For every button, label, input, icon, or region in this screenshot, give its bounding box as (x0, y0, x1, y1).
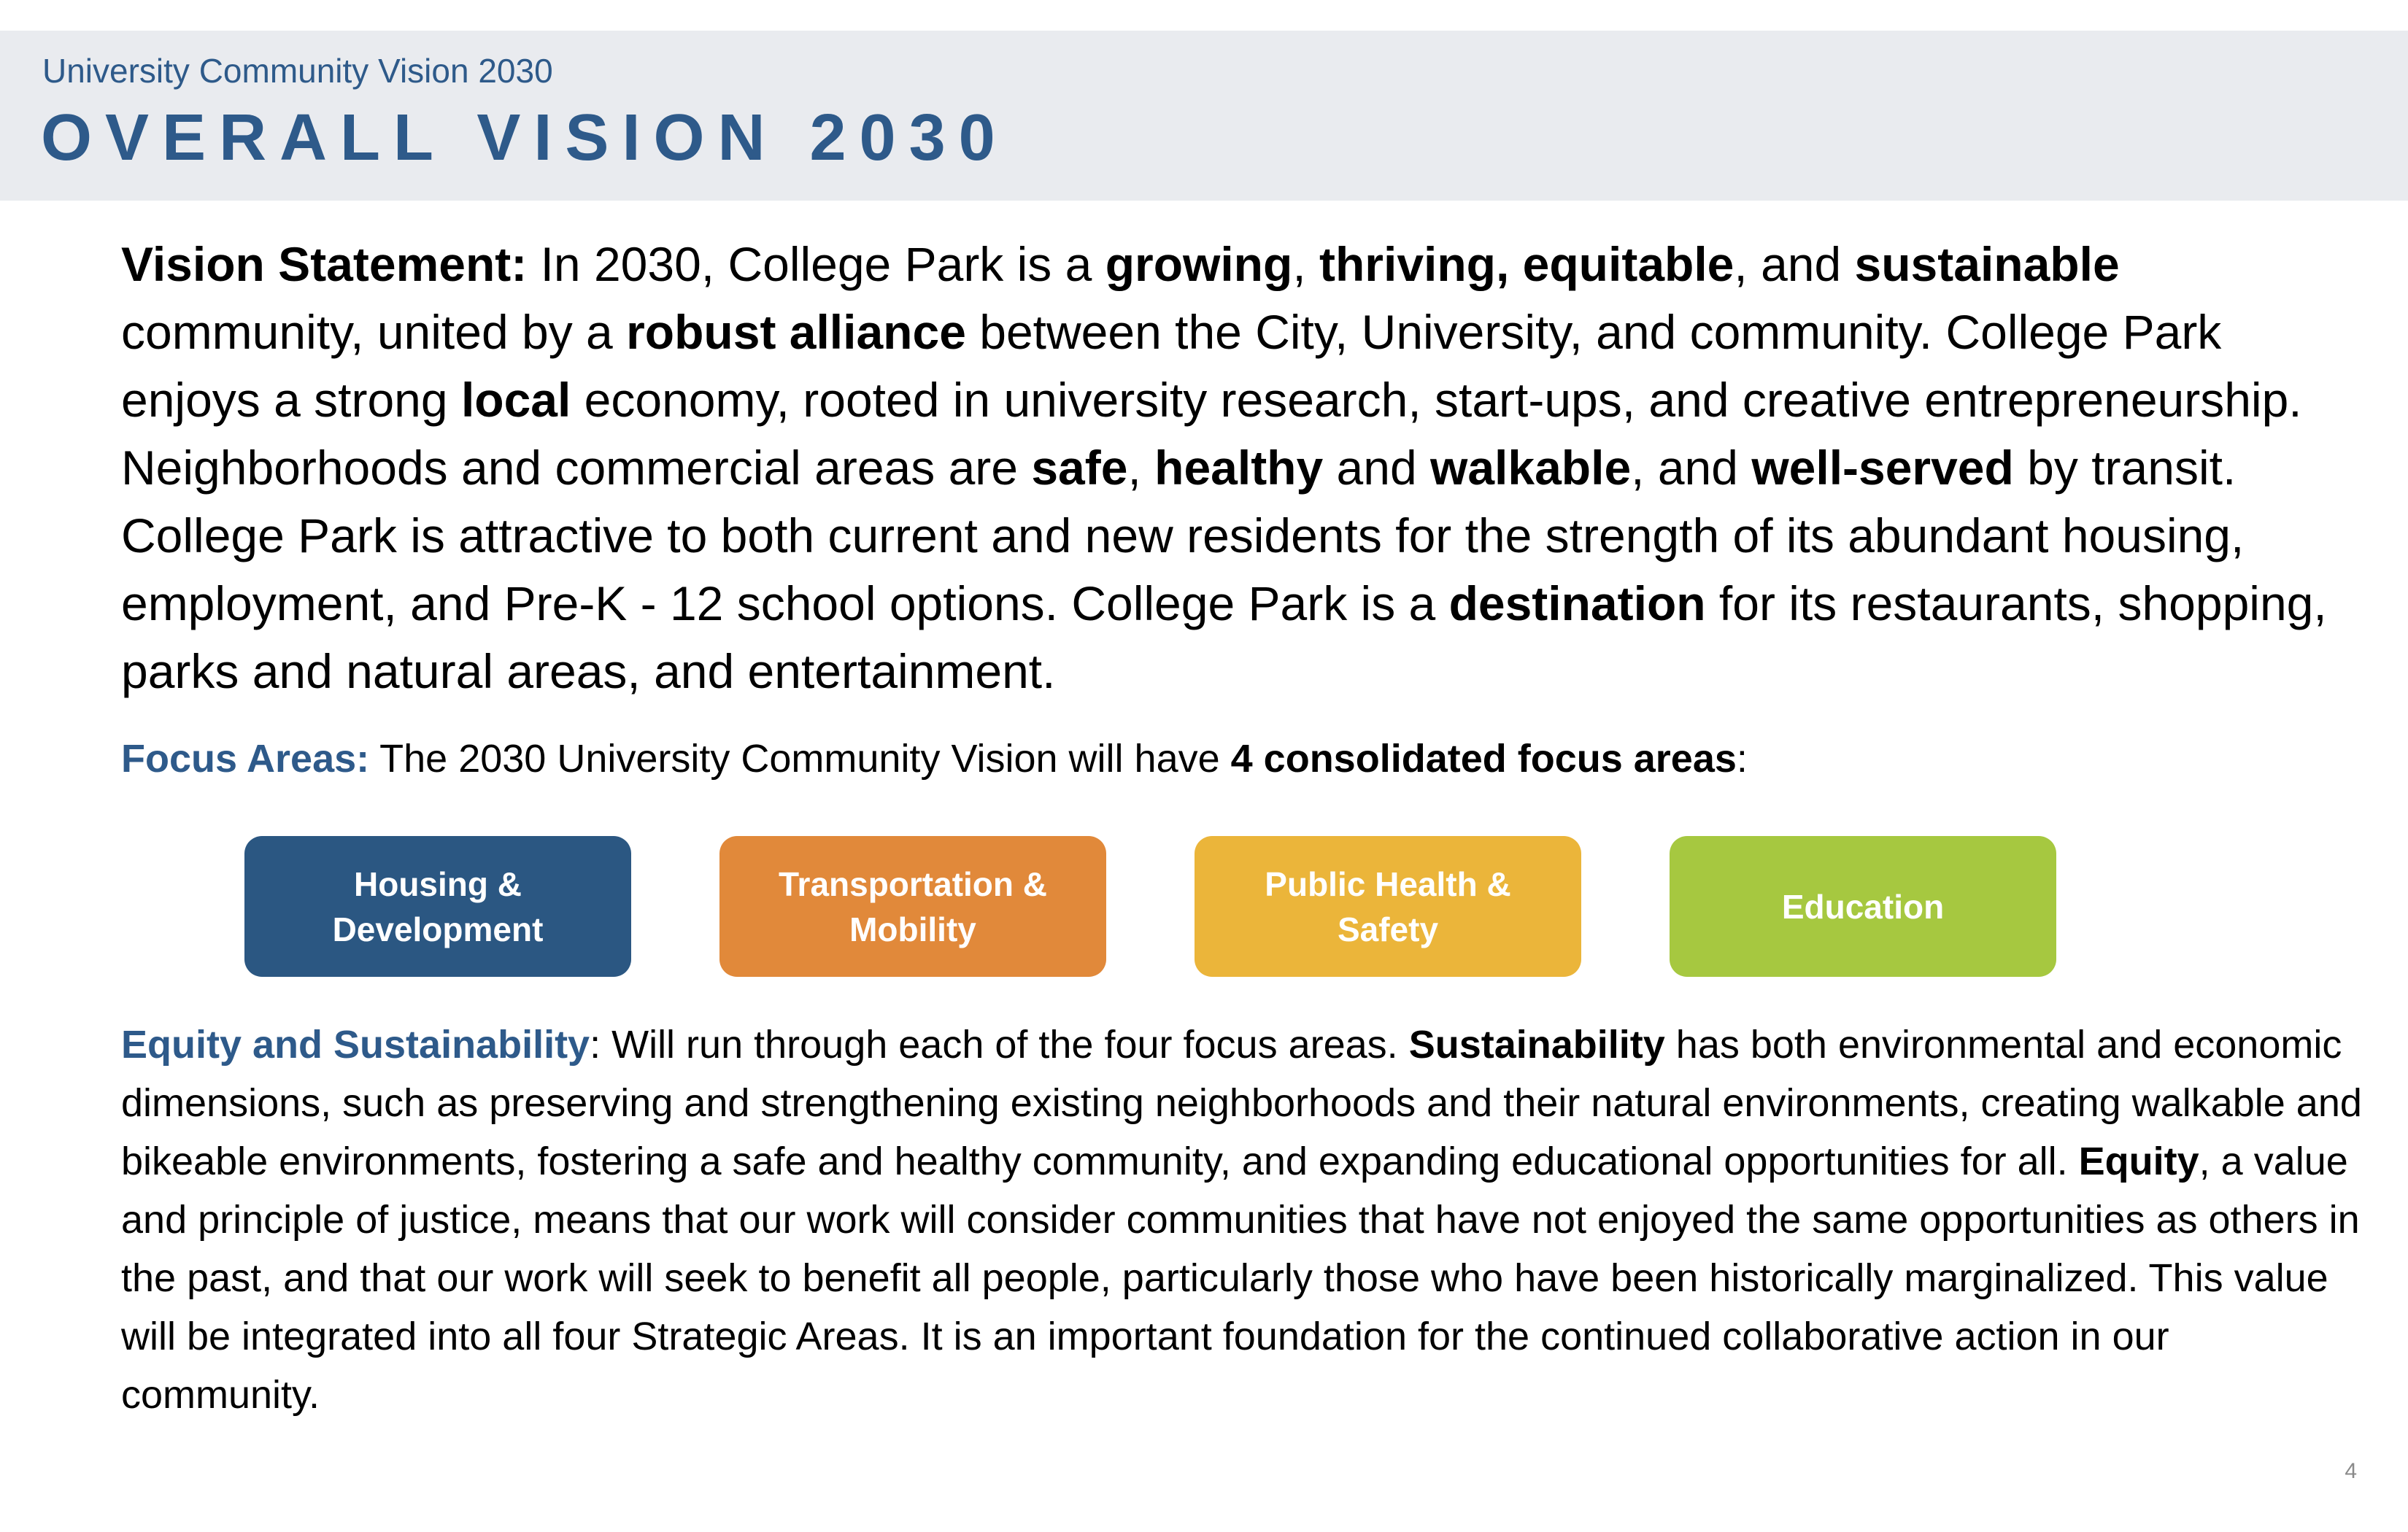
vision-text: and (1323, 441, 1431, 495)
vision-bold: destination (1448, 576, 1706, 630)
focus-area-label: Mobility (849, 910, 976, 948)
focus-area-housing (244, 836, 631, 977)
vision-text: by transit. College Park is attractive to both current and new residents for the strength of its abundant housing, employment, and Pre-K - 12 school options. College Park is a (121, 441, 2245, 630)
page-title: OVERALL VISION 2030 (41, 101, 1008, 174)
vision-text: In 2030, College Park is a (527, 237, 1105, 291)
vision-text: between the City, University, and community. College Park enjoys a strong (121, 305, 2222, 427)
equity-bold: Equity (2078, 1140, 2199, 1183)
vision-bold: sustainable (1854, 237, 2120, 291)
equity-label: Equity and Sustainability (121, 1023, 590, 1067)
focus-area-label: Transportation & (778, 864, 1048, 903)
vision-text: community, united by a (121, 305, 627, 359)
focus-areas-intro (121, 730, 2339, 788)
focus-label: Focus Areas: (121, 737, 370, 781)
vision-text: for its restaurants, shopping, parks and natural areas, and entertainment. (121, 576, 2327, 698)
equity-text: : Will run through each of the four focus areas. (590, 1023, 1409, 1067)
vision-bold: robust alliance (626, 305, 966, 359)
vision-bold: growing (1105, 237, 1293, 291)
vision-bold: walkable (1430, 441, 1632, 495)
focus-text: The 2030 University Community Vision will have (369, 737, 1231, 781)
vision-text: economy, rooted in university research, start-ups, and creative entrepreneurship. Neighborhoods and commercial areas are (121, 373, 2302, 495)
focus-text: : (1736, 737, 1748, 781)
equity-bold: Sustainability (1408, 1023, 1665, 1067)
focus-area-label: Safety (1337, 910, 1439, 948)
focus-area-education (1670, 836, 2056, 977)
equity-text: has both environmental and economic dimensions, such as preserving and strengthening existing neighborhoods and their natural environments, creating walkable and bikeable environments, fostering a safe and healthy community, and expanding educational opportunities for all. (121, 1023, 2362, 1183)
vision-bold: well-served (1751, 441, 2014, 495)
document-subtitle: University Community Vision 2030 (42, 52, 553, 90)
vision-label: Vision Statement: (121, 237, 528, 291)
focus-area-transportation (719, 836, 1106, 977)
vision-bold: thriving, equitable (1319, 237, 1734, 291)
equity-text: , a value and principle of justice, means that our work will consider communities that have not enjoyed the same opportunities as others in the past, and that our work will seek to benefit all people, particularly those who have been historically marginalized. This value will be integrated into all four Strategic Areas. It is an important foundation for the continued collaborative action in our community. (121, 1140, 2360, 1417)
focus-area-label: Public Health & (1265, 864, 1511, 903)
equity-sustainability-paragraph (121, 1015, 2369, 1424)
page-number: 4 (2345, 1459, 2357, 1483)
vision-statement (121, 231, 2339, 705)
focus-area-label: Housing & (354, 864, 522, 903)
focus-bold: 4 consolidated focus areas (1230, 737, 1737, 781)
focus-area-public-health (1195, 836, 1581, 977)
vision-bold: local (460, 373, 571, 427)
focus-area-label: Development (332, 910, 544, 948)
vision-text: , and (1734, 237, 1855, 291)
vision-text: , (1127, 441, 1155, 495)
vision-text: , (1292, 237, 1319, 291)
vision-bold: healthy (1154, 441, 1324, 495)
focus-area-label: Education (1781, 887, 1945, 926)
vision-text: , and (1631, 441, 1752, 495)
vision-bold: safe (1031, 441, 1128, 495)
